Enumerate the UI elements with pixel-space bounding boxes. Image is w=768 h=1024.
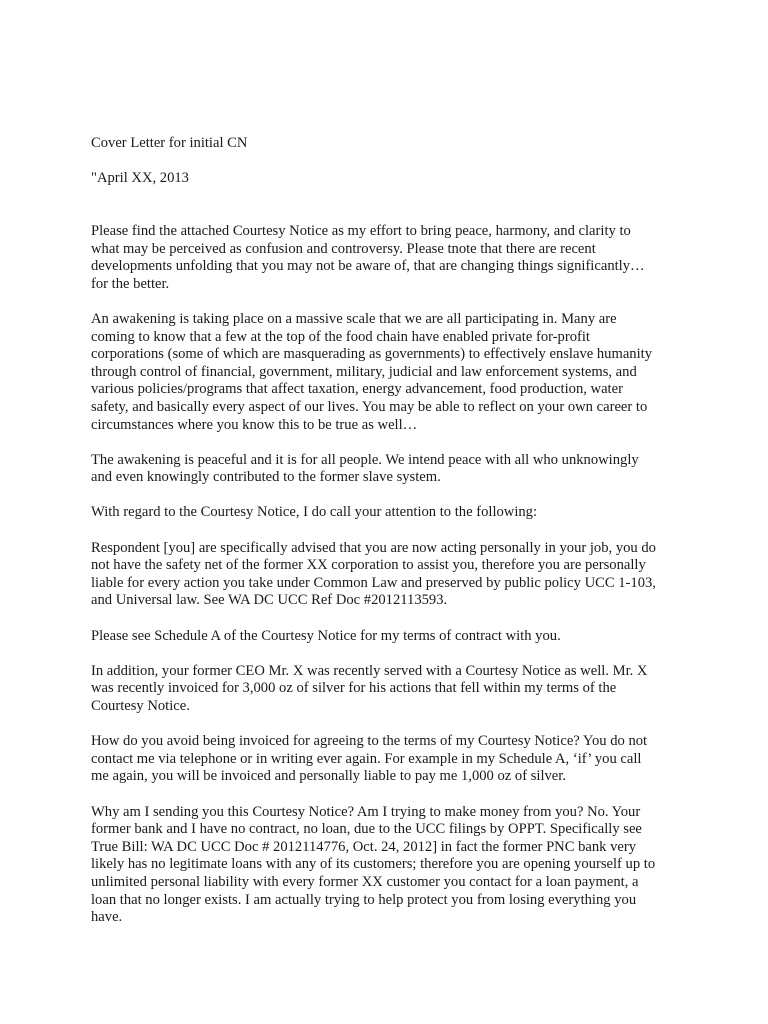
letter-title: Cover Letter for initial CN xyxy=(91,135,248,151)
paragraph-ceo xyxy=(91,663,681,716)
paragraph-line: Please find the attached Courtesy Notice as my effort to bring peace, harmony, and clarity to xyxy=(91,222,631,239)
paragraph-line: How do you avoid being invoiced for agreeing to the terms of my Courtesy Notice? You do not xyxy=(91,733,648,750)
paragraph-line: liable for every action you take under Common Law and preserved by public policy UCC 1-103, xyxy=(91,574,656,591)
paragraph-line: The awakening is peaceful and it is for all people. We intend peace with all who unknowingly xyxy=(91,451,639,468)
paragraph-line: what may be perceived as confusion and controversy. Please tnote that there are recent xyxy=(91,240,596,257)
paragraph-intro xyxy=(91,223,681,293)
paragraph-line: have. xyxy=(91,909,123,926)
paragraph-line: was recently invoiced for 3,000 oz of silver for his actions that fell within my terms of the xyxy=(91,680,617,697)
paragraph-line: Why am I sending you this Courtesy Notice? Am I trying to make money from you? No. Your xyxy=(91,803,641,820)
paragraph-line: for the better. xyxy=(91,275,170,292)
paragraph-peaceful xyxy=(91,452,681,487)
paragraph-line: With regard to the Courtesy Notice, I do call your attention to the following: xyxy=(91,504,538,521)
paragraph-schedule xyxy=(91,628,681,646)
paragraph-line: unlimited personal liability with every former XX customer you contact for a loan payment, a xyxy=(91,873,639,890)
paragraph-line: and Universal law. See WA DC UCC Ref Doc #2012113593. xyxy=(91,592,448,609)
paragraph-line: and even knowingly contributed to the former slave system. xyxy=(91,469,441,486)
paragraph-line: former bank and I have no contract, no loan, due to the UCC filings by OPPT. Specifically see xyxy=(91,821,642,838)
paragraph-line: coming to know that a few at the top of the food chain have enabled private for-profit xyxy=(91,328,590,345)
paragraph-respondent xyxy=(91,540,681,610)
paragraph-line: safety, and basically every aspect of our lives. You may be able to reflect on your own career to xyxy=(91,398,648,415)
paragraph-line: Courtesy Notice. xyxy=(91,698,190,714)
paragraph-line: loan that no longer exists. I am actually trying to help protect you from losing everything you xyxy=(91,891,637,908)
paragraph-avoid-invoice xyxy=(91,733,681,786)
paragraph-line: through control of financial, government, military, judicial and law enforcement systems, and xyxy=(91,363,637,380)
paragraph-line: An awakening is taking place on a massive scale that we are all participating in. Many are xyxy=(91,310,617,327)
paragraph-line: not have the safety net of the former XX corporation to assist you, therefore you are personally xyxy=(91,557,646,574)
paragraph-why xyxy=(91,804,681,927)
paragraph-line: me again, you will be invoiced and personally liable to pay me 1,000 oz of silver. xyxy=(91,768,566,785)
paragraph-line: contact me via telephone or in writing ever again. For example in my Schedule A, ‘if’ you call xyxy=(91,750,642,767)
paragraph-line: In addition, your former CEO Mr. X was recently served with a Courtesy Notice as well. Mr. X xyxy=(91,662,648,679)
letter-body xyxy=(91,135,681,944)
paragraph-line: circumstances where you know this to be true as well… xyxy=(91,416,418,433)
paragraph-line: various policies/programs that affect taxation, energy advancement, food production, water xyxy=(91,381,623,398)
paragraph-line: likely has no legitimate loans with any of its customers; therefore you are opening yourself up to xyxy=(91,856,656,873)
paragraph-line: developments unfolding that you may not be aware of, that are changing things significantly… xyxy=(91,258,645,275)
paragraph-line: Please see Schedule A of the Courtesy Notice for my terms of contract with you. xyxy=(91,627,561,644)
paragraph-line: corporations (some of which are masquerading as governments) to effectively enslave humanity xyxy=(91,346,653,363)
paragraph-line: True Bill: WA DC UCC Doc # 2012114776, Oct. 24, 2012] in fact the former PNC bank very xyxy=(91,838,637,855)
paragraph-awakening xyxy=(91,311,681,434)
paragraph-line: Respondent [you] are specifically advised that you are now acting personally in your job, you do xyxy=(91,539,656,556)
letter-date: "April XX, 2013 xyxy=(91,170,189,187)
paragraph-attention xyxy=(91,504,681,522)
